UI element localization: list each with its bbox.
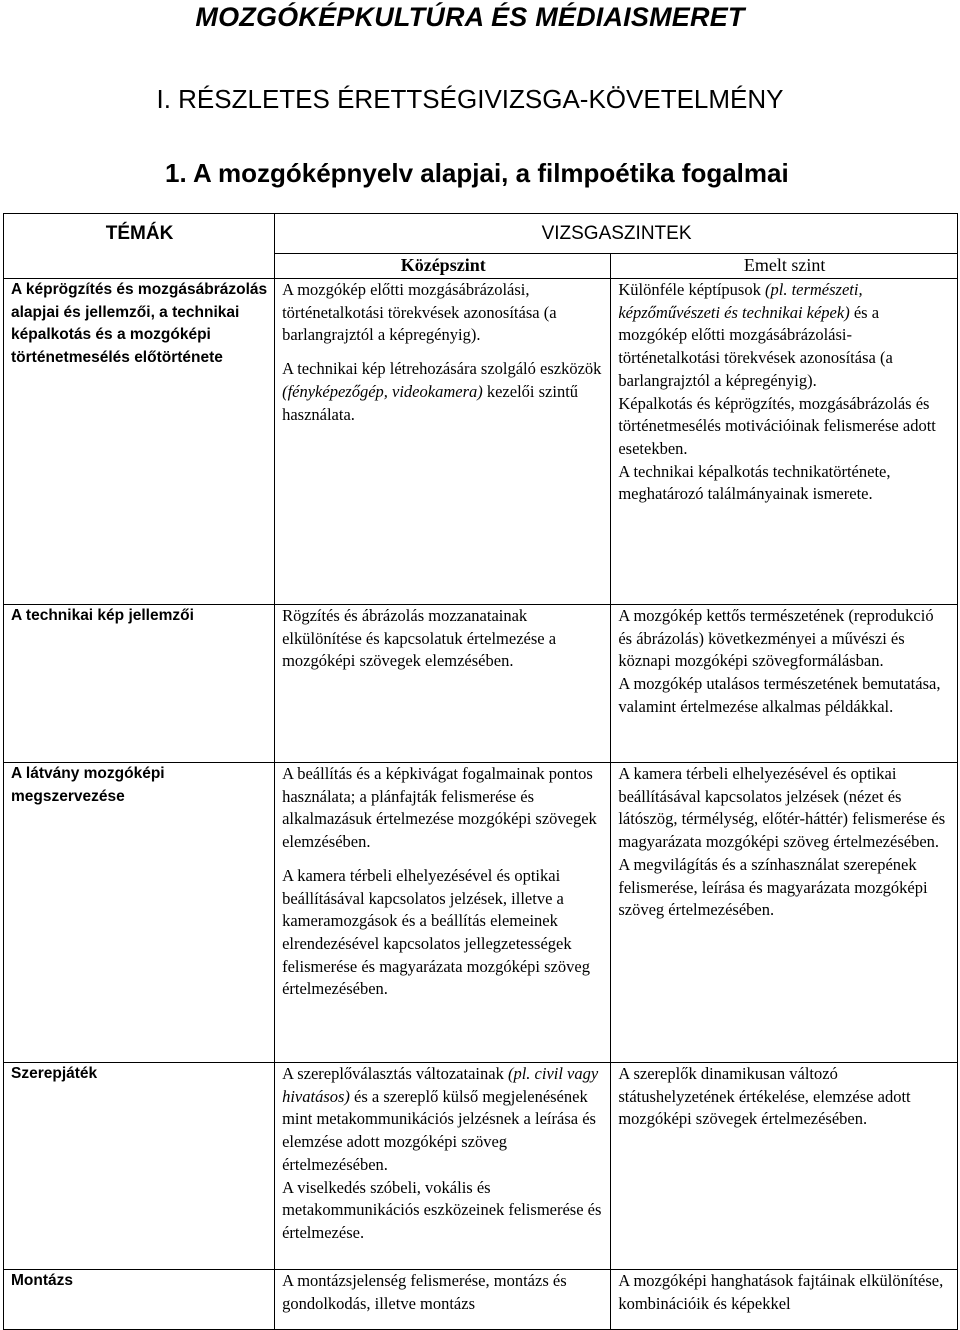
mid-level-cell <box>275 605 611 763</box>
requirement-text: A mozgókép utalásos természetének bemutatása, valamint értelmezése alkalmas példákkal. <box>618 674 941 716</box>
advanced-level-header: Emelt szint <box>611 254 958 279</box>
requirement-text: A technikai képalkotás technikatörténete, meghatározó találmányainak ismerete. <box>618 461 891 504</box>
requirement-text: Képalkotás és képrögzítés, mozgásábrázolás és történetmesélés motivációinak felismerése adott esetekben. <box>618 393 936 458</box>
table-row <box>4 1063 958 1270</box>
mid-level-cell <box>275 1063 611 1270</box>
topic-cell: Montázs <box>4 1270 275 1330</box>
requirements-table <box>3 213 958 1330</box>
table-row <box>4 279 958 605</box>
requirement-text: A viselkedés szóbeli, vokális és metakommunikációs eszközeinek felismerése és értelmezése. <box>282 1177 602 1242</box>
advanced-level-cell <box>611 763 958 1063</box>
requirement-text: A beállítás és a képkivágat fogalmainak pontos használata; a plánfajták felismerése és alkalmazásuk értelmezése mozgóképi szövegek elemzésében. <box>282 764 597 852</box>
requirement-text: A megvilágítás és a színhasználat szerepének felismerése, leírása és magyarázata mozgóképi szöveg értelmezésében. <box>618 854 928 920</box>
mid-level-cell <box>275 1270 611 1330</box>
exam-levels-header: VIZSGASZINTEK <box>275 214 958 254</box>
topics-header: TÉMÁK <box>4 214 275 279</box>
requirement-text: A szereplőválasztás változatainak (pl. civil vagy hivatásos) és a szereplő külső megjelenésének mint metakommunikációs jelzésnek a leírása és elemzése adott mozgóképi szöveg értelmezésében. <box>282 1064 599 1174</box>
requirement-text: A szereplők dinamikusan változó státushelyzetének értékelése, elemzése adott mozgóképi szövegek értelmezésében. <box>618 1064 911 1129</box>
advanced-level-cell <box>611 605 958 763</box>
requirement-text: A mozgóképi hanghatások fajtáinak elkülönítése, kombinációik és képekkel <box>618 1271 944 1313</box>
requirement-text: A technikai kép létrehozására szolgáló eszközök (fényképezőgép, videokamera) kezelői szintű használata. <box>282 359 602 424</box>
advanced-level-cell <box>611 1270 958 1330</box>
requirement-text: Rögzítés és ábrázolás mozzanatainak elkülönítése és kapcsolatuk értelmezése a mozgóképi szövegek elemzésében. <box>282 606 557 671</box>
table-header-row <box>4 214 958 254</box>
table-row <box>4 763 958 1063</box>
topic-cell: A technikai kép jellemzői <box>4 605 275 763</box>
requirement-text: Különféle képtípusok (pl. természeti, képzőművészeti és technikai képek) és a mozgókép előtti mozgásábrázolási-történetalkotási törekvések azonosítása (a barlangrajztól a képregényig). <box>618 280 893 390</box>
document-title: MOZGÓKÉPKULTÚRA ÉS MÉDIAISMERET <box>195 2 745 32</box>
mid-level-header: Középszint <box>275 254 611 279</box>
topic-cell: A képrögzítés és mozgásábrázolás alapjai és jellemzői, a technikai képalkotás és a mozgóképi történetmesélés előtörténete <box>4 279 275 605</box>
topic-cell: Szerepjáték <box>4 1063 275 1270</box>
requirement-text: A mozgókép kettős természetének (reprodukció és ábrázolás) következményei a művészi és köznapi mozgóképi szövegformálásban. <box>618 606 934 671</box>
advanced-level-cell <box>611 1063 958 1270</box>
requirement-text: A mozgókép előtti mozgásábrázolási, történetalkotási törekvések azonosítása (a barlangrajztól a képregényig). <box>282 280 557 345</box>
table-row <box>4 1270 958 1330</box>
mid-level-cell <box>275 279 611 605</box>
document-subtitle: I. RÉSZLETES ÉRETTSÉGIVIZSGA-KÖVETELMÉNY <box>156 84 784 114</box>
requirement-text: A kamera térbeli elhelyezésével és optikai beállításával kapcsolatos jelzések (nézet és látószög, térmélység, előtér-háttér) felismerése és magyarázata mozgóképi szöveg értelmezésében. <box>618 764 946 852</box>
mid-level-cell <box>275 763 611 1063</box>
requirement-text: A kamera térbeli elhelyezésével és optikai beállításával kapcsolatos jelzések, illetve a kameramozgások és a beállítás elemeinek elrendezésével kapcsolatos jellegzetességek felismerése és magyarázata mozgóképi szöveg értelmezésében. <box>282 865 590 999</box>
section-heading: 1. A mozgóképnyelv alapjai, a filmpoétika fogalmai <box>165 158 789 188</box>
advanced-level-cell <box>611 279 958 605</box>
topic-cell: A látvány mozgóképi megszervezése <box>4 763 275 1063</box>
table-row <box>4 605 958 763</box>
requirement-text: A montázsjelenség felismerése, montázs és gondolkodás, illetve montázs <box>282 1271 567 1313</box>
